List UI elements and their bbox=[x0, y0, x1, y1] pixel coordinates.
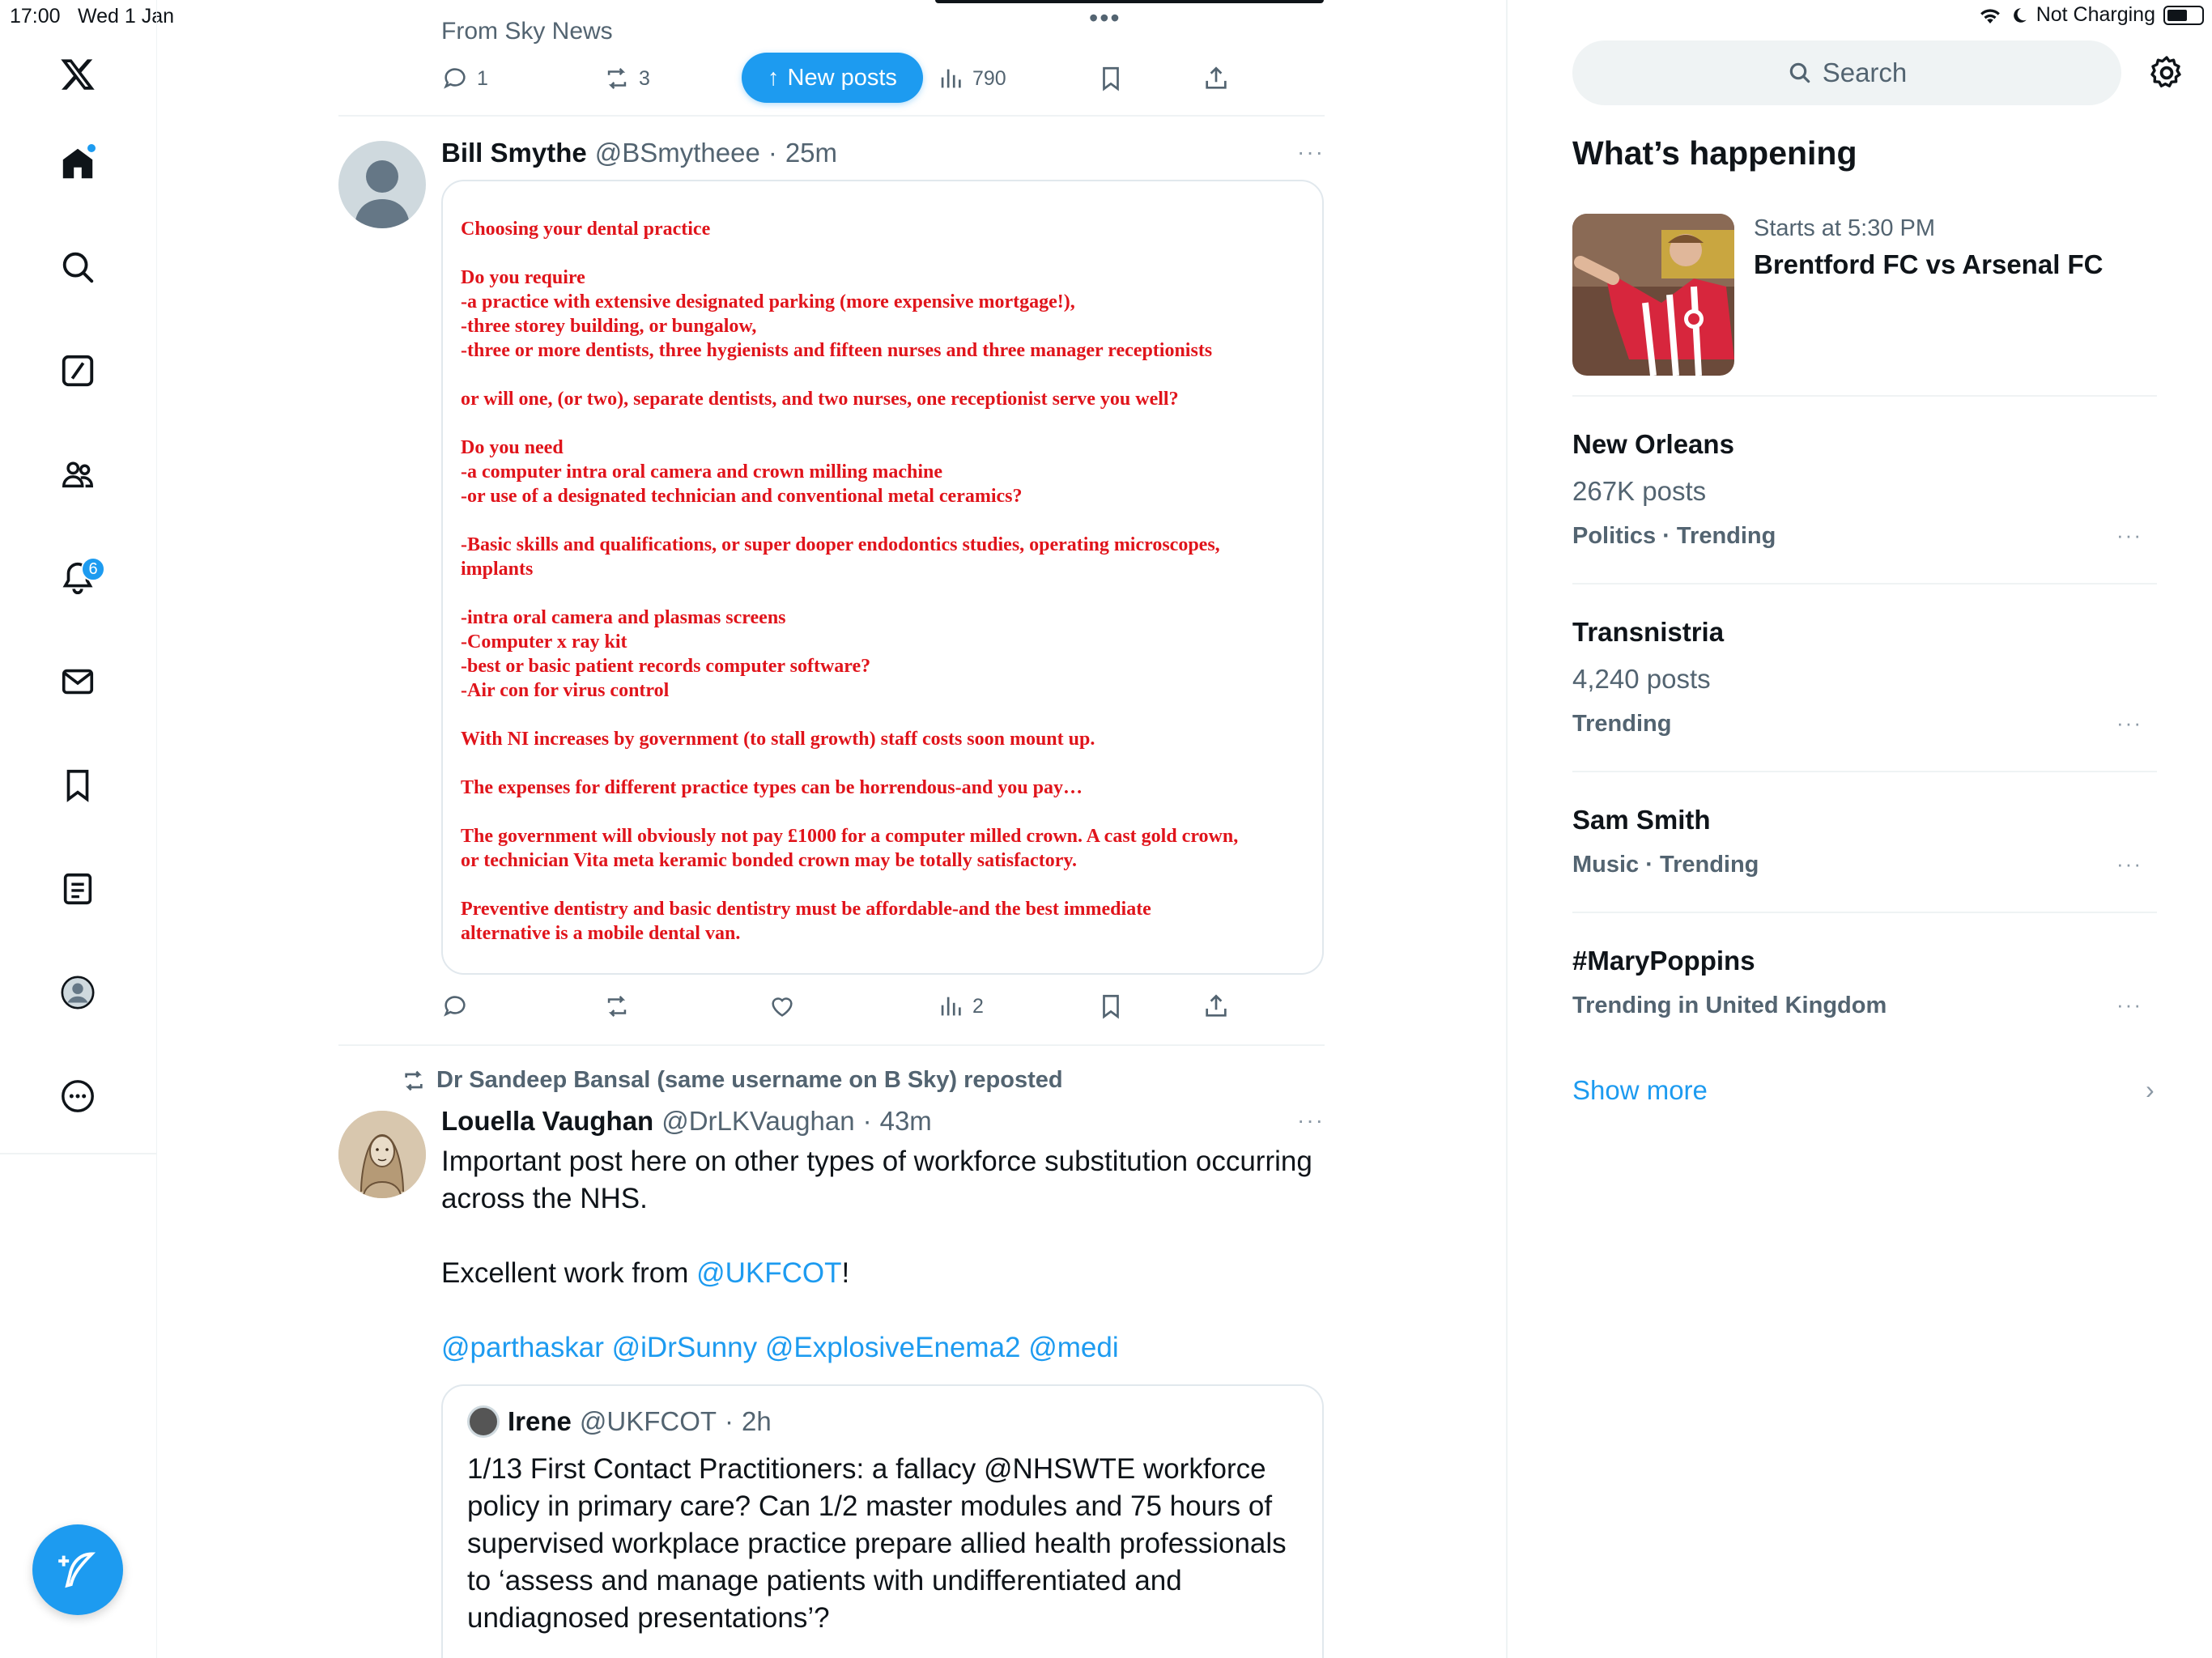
media-text-line: -Computer x ray kit bbox=[461, 631, 627, 653]
trend-more-button[interactable]: ··· bbox=[2116, 523, 2142, 547]
like-button[interactable] bbox=[768, 986, 796, 1027]
media-text-line bbox=[461, 751, 1303, 776]
repost-indicator[interactable] bbox=[401, 1067, 1063, 1094]
football-player-photo bbox=[1572, 214, 1734, 376]
post-more-button[interactable]: ··· bbox=[1297, 139, 1325, 164]
trend-title[interactable]: Sam Smith bbox=[1572, 805, 1711, 835]
views-button[interactable] bbox=[937, 986, 984, 1027]
repost-icon bbox=[401, 1068, 427, 1094]
post-time[interactable]: 43m bbox=[879, 1106, 932, 1136]
share-button[interactable] bbox=[1202, 58, 1230, 99]
media-text-line: The expenses for different practice types can be horrendous-and you pay… bbox=[461, 777, 1083, 798]
trend-category: Trending in United Kingdom bbox=[1572, 993, 1887, 1018]
event-subtitle: Starts at 5:30 PM bbox=[1754, 215, 1936, 241]
media-text-line: -three or more dentists, three hygienists and fifteen nurses and three manager receptionists bbox=[461, 340, 1213, 361]
repost-icon bbox=[603, 65, 631, 92]
trend-more-button[interactable]: ··· bbox=[2116, 993, 2142, 1017]
trend-title[interactable]: #MaryPoppins bbox=[1572, 946, 1755, 976]
home-unread-dot bbox=[86, 142, 97, 154]
search-icon[interactable] bbox=[53, 243, 102, 291]
trend-category: Music · Trending bbox=[1572, 852, 1759, 878]
avatar[interactable] bbox=[338, 141, 426, 228]
repost-by-label: Dr Sandeep Bansal (same username on B Sky) reposted bbox=[436, 1067, 1063, 1093]
post-time[interactable]: 25m bbox=[785, 138, 838, 168]
left-navigation bbox=[0, 0, 157, 1658]
mentions-line[interactable]: @parthaskar @iDrSunny @ExplosiveEnema2 @medi bbox=[441, 1332, 1119, 1363]
status-right bbox=[1978, 3, 2204, 27]
communities-icon[interactable] bbox=[53, 450, 102, 499]
time-separator: · bbox=[862, 1106, 872, 1136]
profile-icon[interactable] bbox=[53, 968, 102, 1017]
home-icon[interactable] bbox=[53, 139, 102, 188]
post-text-fragment: Excellent work from bbox=[441, 1257, 697, 1289]
repost-count: 3 bbox=[639, 66, 650, 90]
more-icon[interactable] bbox=[53, 1072, 102, 1120]
search-placeholder: Search bbox=[1822, 57, 1908, 87]
lists-icon[interactable] bbox=[53, 865, 102, 913]
new-posts-button[interactable] bbox=[742, 53, 923, 103]
quoted-avatar bbox=[467, 1405, 500, 1438]
trend-count: 267K posts bbox=[1572, 476, 1707, 506]
post-more-button[interactable]: ··· bbox=[1297, 1107, 1325, 1133]
show-more-link[interactable]: Show more bbox=[1572, 1075, 1708, 1105]
event-title[interactable]: Brentford FC vs Arsenal FC bbox=[1754, 249, 2104, 279]
post-divider bbox=[338, 1044, 1325, 1046]
media-text-line: Choosing your dental practice bbox=[461, 219, 711, 240]
quoted-post-time: 2h bbox=[742, 1406, 772, 1436]
media-text-line bbox=[461, 873, 1303, 897]
bookmarks-icon[interactable] bbox=[53, 761, 102, 810]
bookmark-icon bbox=[1097, 65, 1125, 92]
bookmark-button[interactable] bbox=[1097, 58, 1125, 99]
messages-icon[interactable] bbox=[53, 657, 102, 706]
moon-icon bbox=[2010, 6, 2028, 24]
reply-button[interactable] bbox=[441, 986, 469, 1027]
post-source-label: From Sky News bbox=[441, 18, 613, 45]
trend-category: Trending bbox=[1572, 711, 1672, 737]
trend-title[interactable]: Transnistria bbox=[1572, 617, 1725, 647]
gear-icon[interactable] bbox=[2147, 53, 2186, 92]
mention-link[interactable]: @UKFCOT bbox=[696, 1257, 842, 1289]
quoted-author-name: Irene bbox=[508, 1406, 572, 1436]
media-text-line: -or use of a designated technician and conventional metal ceramics? bbox=[461, 486, 1023, 507]
media-text-line bbox=[461, 411, 1303, 436]
trend-title[interactable]: New Orleans bbox=[1572, 429, 1734, 459]
media-edge bbox=[935, 0, 1324, 3]
views-icon bbox=[937, 65, 964, 92]
post-text bbox=[441, 1143, 1324, 1404]
quoted-post-header bbox=[467, 1405, 1298, 1438]
media-text-line: The government will obviously not pay £1000 for a computer milled crown. A cast gold crown, bbox=[461, 826, 1239, 847]
post-header bbox=[441, 138, 837, 168]
reply-icon bbox=[441, 993, 469, 1020]
new-posts-label: New posts bbox=[787, 64, 897, 91]
media-text-line: -a computer intra oral camera and crown milling machine bbox=[461, 461, 943, 483]
quoted-author-handle: @UKFCOT bbox=[579, 1406, 717, 1436]
chevron-right-icon: › bbox=[2146, 1075, 2155, 1104]
media-text-line: Do you require bbox=[461, 267, 585, 288]
trend-more-button[interactable]: ··· bbox=[2116, 711, 2142, 735]
event-image[interactable] bbox=[1572, 214, 1734, 376]
search-input[interactable] bbox=[1572, 40, 2121, 105]
wifi-icon bbox=[1978, 6, 2002, 25]
media-text-line: -a practice with extensive designated parking (more expensive mortgage!), bbox=[461, 291, 1075, 312]
author-name[interactable]: Bill Smythe bbox=[441, 138, 587, 168]
post-text-paragraph bbox=[441, 1255, 1324, 1292]
media-text-line: or technician Vita meta keramic bonded crown may be totally satisfactory. bbox=[461, 850, 1078, 871]
share-icon bbox=[1202, 65, 1230, 92]
media-text-line: -best or basic patient records computer software? bbox=[461, 656, 871, 677]
views-button[interactable] bbox=[937, 58, 1006, 99]
media-text-line: Do you need bbox=[461, 437, 564, 458]
repost-button[interactable] bbox=[603, 986, 631, 1027]
repost-icon bbox=[603, 993, 631, 1020]
status-time: 17:00 bbox=[10, 5, 61, 28]
notifications-icon[interactable] bbox=[53, 554, 102, 602]
time-separator: · bbox=[768, 138, 777, 168]
media-text-line bbox=[461, 363, 1303, 387]
reply-count: 1 bbox=[477, 66, 488, 90]
trend-count: 4,240 posts bbox=[1572, 664, 1711, 694]
feather-plus-icon bbox=[57, 1549, 99, 1591]
post-header bbox=[441, 1106, 932, 1137]
media-text-line: With NI increases by government (to stall growth) staff costs soon mount up. bbox=[461, 729, 1095, 750]
notifications-badge: 6 bbox=[81, 557, 105, 581]
views-icon bbox=[937, 993, 964, 1020]
sketch-portrait-icon bbox=[338, 1111, 426, 1198]
bookmark-button[interactable] bbox=[1097, 986, 1125, 1027]
media-text-line: implants bbox=[461, 559, 534, 580]
post-text-fragment: ! bbox=[841, 1257, 850, 1289]
trend-divider bbox=[1572, 912, 2157, 913]
author-handle[interactable]: @BSmytheee bbox=[594, 138, 760, 168]
views-count: 2 bbox=[972, 994, 984, 1018]
status-date: Wed 1 Jan bbox=[78, 5, 175, 28]
grok-icon[interactable] bbox=[53, 346, 102, 395]
trend-more-button[interactable]: ··· bbox=[2116, 852, 2142, 876]
share-button[interactable] bbox=[1202, 986, 1230, 1027]
post-text-paragraph: Important post here on other types of workforce substitution occurring across the NHS. bbox=[441, 1146, 1312, 1214]
trend-category: Politics · Trending bbox=[1572, 523, 1776, 549]
media-text-line bbox=[461, 703, 1303, 727]
post-divider bbox=[338, 115, 1325, 117]
media-text-line: alternative is a mobile dental van. bbox=[461, 923, 741, 944]
media-text-line: Preventive dentistry and basic dentistry must be affordable-and the best immediate bbox=[461, 899, 1151, 920]
media-text-line bbox=[461, 581, 1303, 606]
time-separator: · bbox=[725, 1406, 734, 1436]
heart-icon bbox=[768, 993, 796, 1020]
repost-button[interactable] bbox=[603, 58, 650, 99]
compose-button[interactable] bbox=[32, 1524, 123, 1615]
media-text-line: -three storey building, or bungalow, bbox=[461, 316, 757, 337]
post-actions bbox=[441, 986, 1267, 1027]
media-text-line bbox=[461, 241, 1303, 266]
search-icon bbox=[1787, 60, 1813, 86]
reply-button[interactable] bbox=[441, 58, 488, 99]
media-text-line: -intra oral camera and plasmas screens bbox=[461, 607, 786, 628]
battery-icon bbox=[2163, 6, 2204, 25]
share-icon bbox=[1202, 993, 1230, 1020]
trend-divider bbox=[1572, 583, 2157, 585]
bookmark-icon bbox=[1097, 993, 1125, 1020]
author-handle[interactable]: @DrLKVaughan bbox=[661, 1106, 855, 1136]
media-text-line bbox=[461, 800, 1303, 824]
x-logo-icon[interactable] bbox=[53, 50, 102, 99]
media-text-line: -Air con for virus control bbox=[461, 680, 670, 701]
avatar[interactable] bbox=[338, 1111, 426, 1198]
quoted-post-text: 1/13 First Contact Practitioners: a fallacy @NHSWTE workforce policy in primary care? Can 1/2 master modules and 75 hours of supervised workplace practice prepare allied health professionals to ‘assess and manage patients with undifferentiated and undiagnosed presentations’? bbox=[467, 1453, 1287, 1634]
post-image[interactable] bbox=[441, 180, 1324, 975]
views-count: 790 bbox=[972, 66, 1006, 90]
media-text-line: -Basic skills and qualifications, or super dooper endodontics studies, operating microscopes, bbox=[461, 534, 1220, 555]
default-avatar-icon bbox=[338, 141, 426, 228]
trend-divider bbox=[1572, 771, 2157, 772]
author-name[interactable]: Louella Vaughan bbox=[441, 1106, 654, 1136]
page-indicator-dots: ••• bbox=[1089, 3, 1121, 32]
trend-divider bbox=[1572, 395, 2157, 397]
battery-status-text: Not Charging bbox=[2035, 3, 2155, 26]
reply-icon bbox=[441, 65, 469, 92]
media-text-line: or will one, (or two), separate dentists, and two nurses, one receptionist serve you well? bbox=[461, 389, 1179, 410]
whats-happening-heading: What’s happening bbox=[1572, 134, 1857, 172]
media-text-line bbox=[461, 508, 1303, 533]
nav-divider bbox=[0, 1153, 157, 1154]
arrow-up-icon: ↑ bbox=[768, 64, 780, 91]
quoted-post[interactable] bbox=[441, 1384, 1324, 1658]
